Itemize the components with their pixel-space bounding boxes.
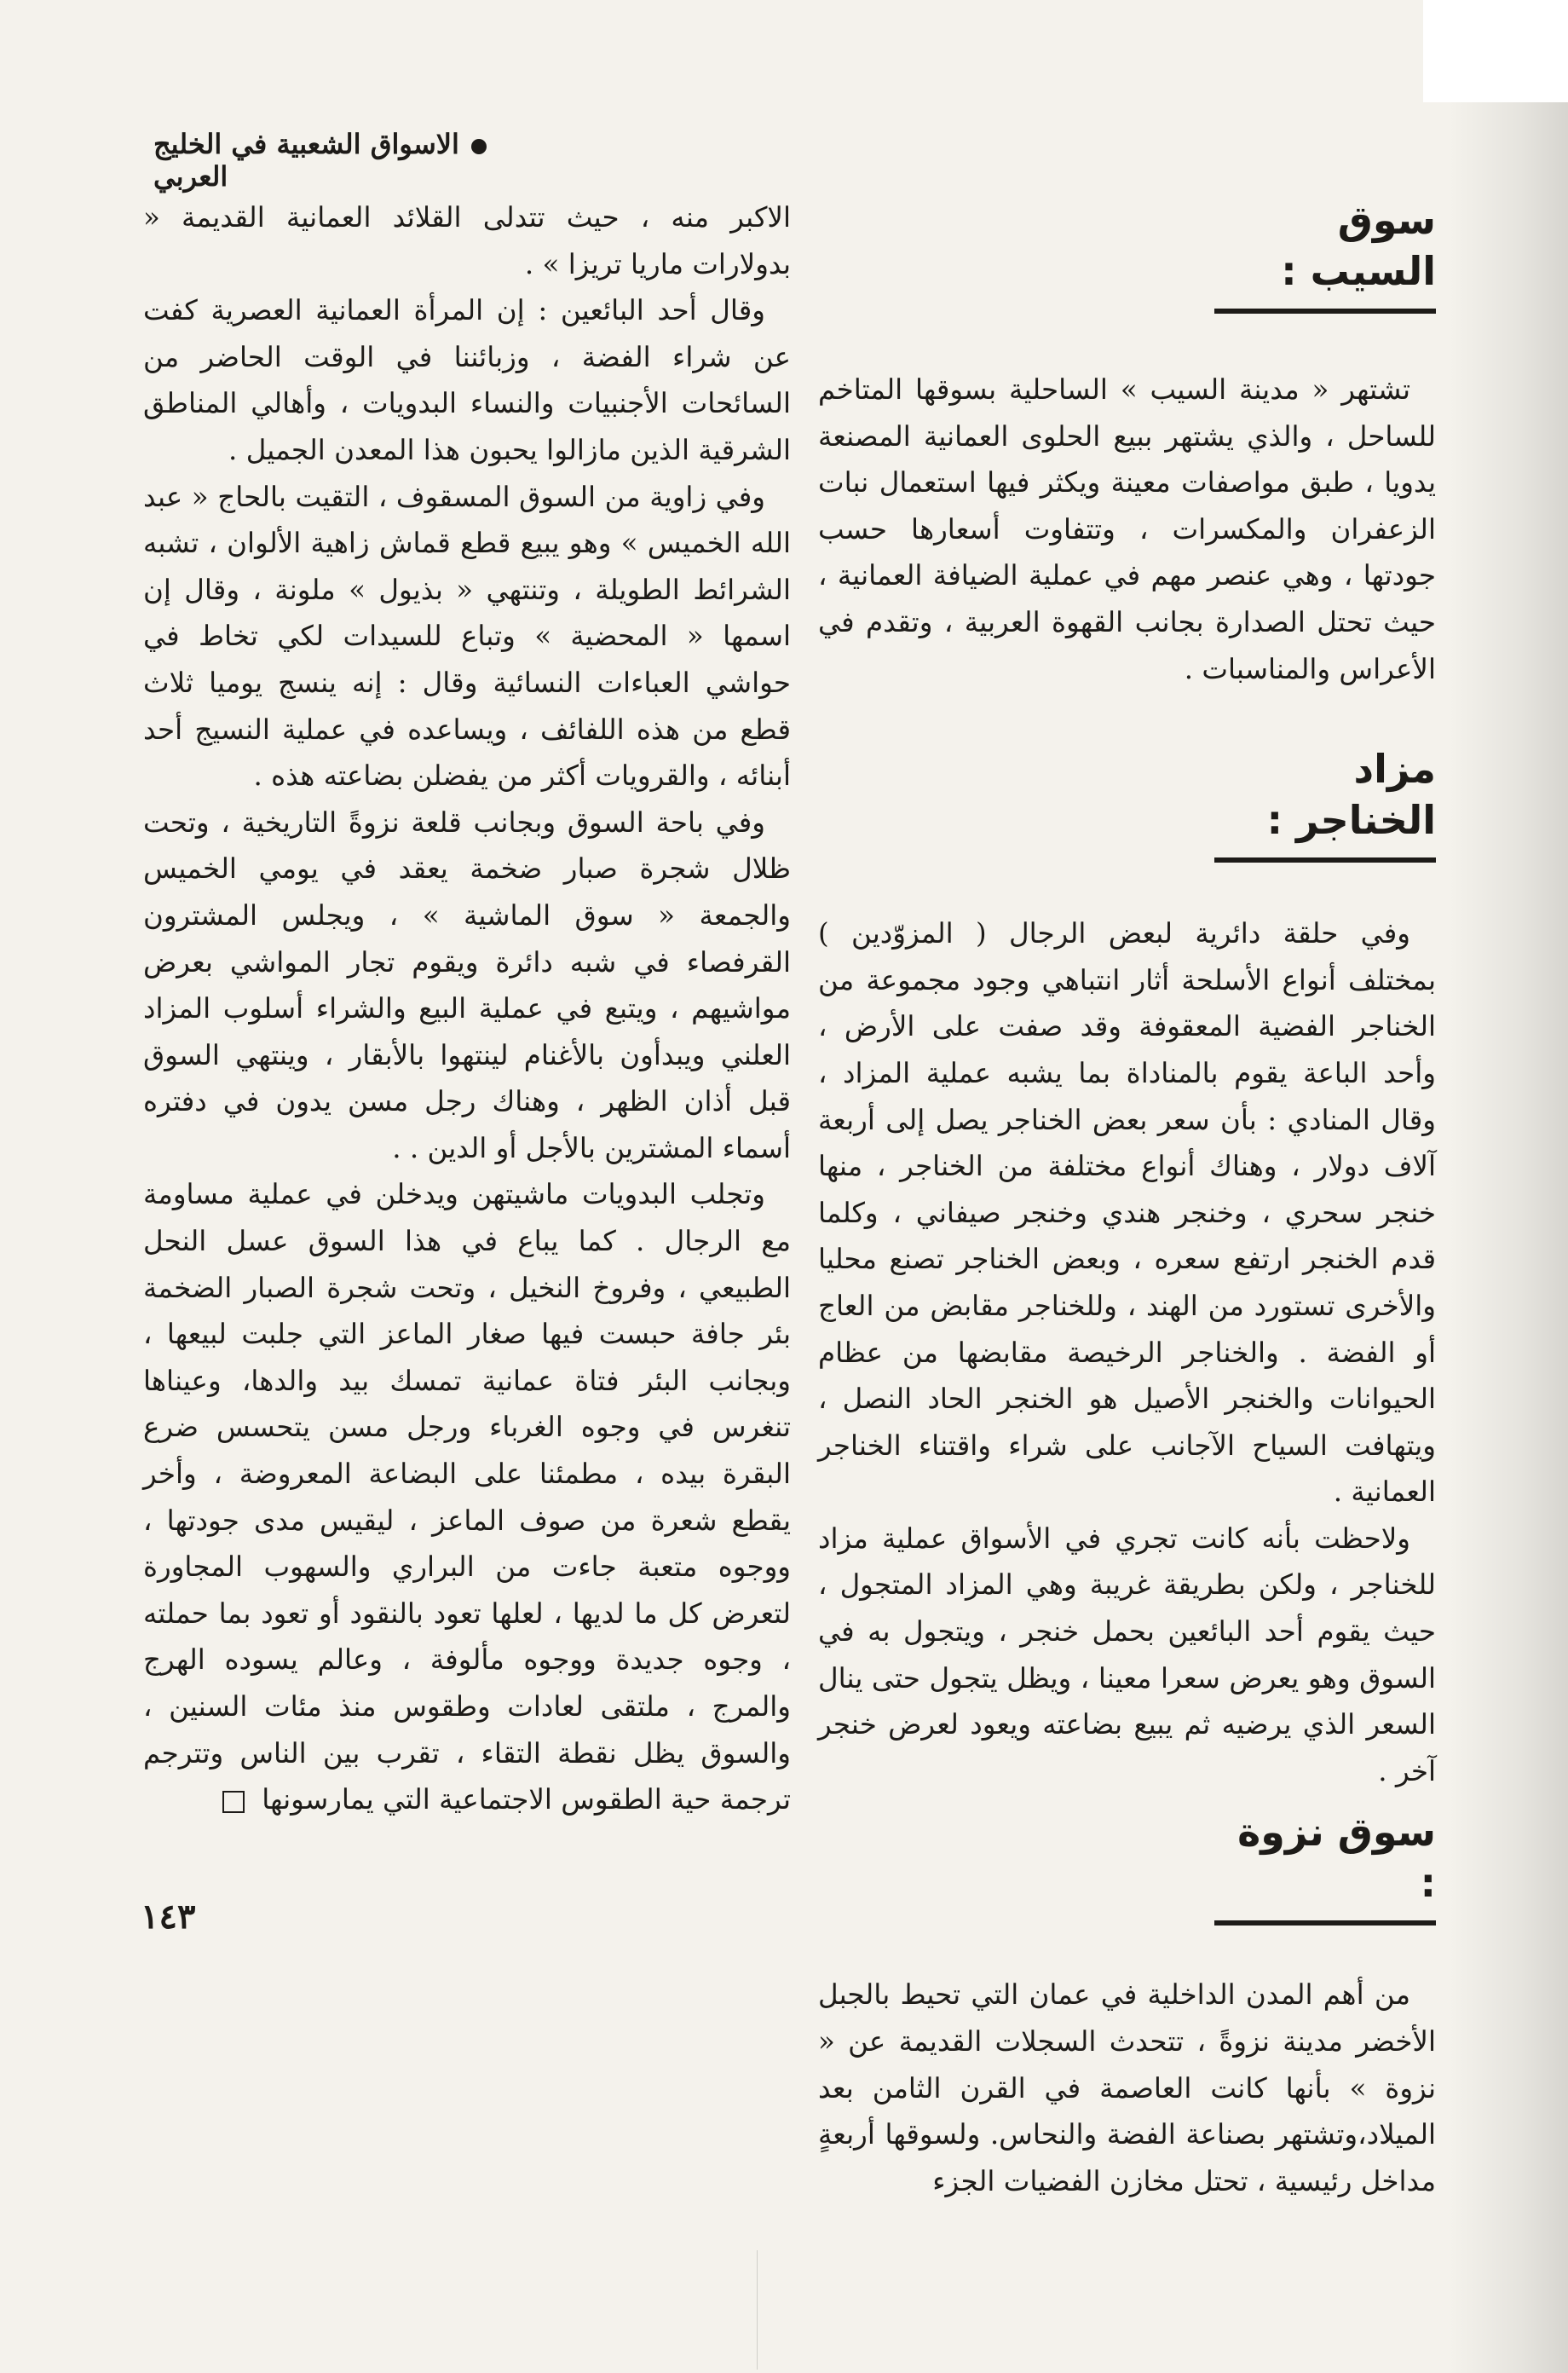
nizwa-paragraph-1: من أهم المدن الداخلية في عمان التي تحيط بالجبل الأخضر مدينة نزوةً ، تتحدث السجلات القديمة عن « نزوة » بأنها كانت العاصمة في القرن الثامن بعد الميلاد،وتشتهر بصناعة الفضة والنحاس. ولسوقها أربعةٍ مداخل رئيسية ، تحتل مخازن الفضيات الجزء (818, 1978, 1436, 2197)
end-of-article-icon (222, 1791, 245, 1813)
main-paragraph-3: وفي زاوية من السوق المسقوف ، التقيت بالحاج « عبد الله الخميس » وهو يبيع قطع قماش زاهية الألوان ، تشبه الشرائط الطويلة ، وتنتهي « بذيول » ملونة ، وقال إن اسمها « المحضية » وتباع للسيدات لكي تخاط في حواشي العباءات النسائية وقال : إنه ينسج يوميا ثلاث قطع من هذه اللفائف ، ويساعده في عملية النسيج أحد أبنائه ، والقرويات أكثر من يفضلن بضاعته هذه . (143, 480, 791, 793)
page-number: ١٤٣ (141, 1897, 196, 1937)
main-paragraph-1: الاكبر منه ، حيث تتدلى القلائد العمانية القديمة « بدولارات ماريا تريزا » . (143, 201, 791, 280)
main-paragraph-5 (143, 1171, 791, 1822)
khanajir-paragraph-2: ولاحظت بأنه كانت تجري في الأسواق عملية مزاد للخناجر ، ولكن بطريقة غريبة وهي المزاد المتجول ، حيث يقوم أحد البائعين بحمل خنجر ، ويتجول به في السوق وهو يعرض سعرا معينا ، ويظل يتجول حتى ينال السعر الذي يرضيه ثم يبيع بضاعته ويعود لعرض خنجر آخر . (818, 1521, 1436, 1787)
main-paragraph-2: وقال أحد البائعين : إن المرأة العمانية العصرية كفت عن شراء الفضة ، وزبائننا في الوقت الحاضر من السائحات الأجنبيات والنساء البدويات ، وأهالي المناطق الشرقية الذين مازالوا يحبون هذا المعدن الجميل . (143, 294, 791, 466)
running-header-text: الاسواق الشعبية في الخليج العربي (153, 128, 459, 193)
section-heading-khanajir: مزاد الخناجر : (1214, 743, 1436, 863)
main-paragraph-5-text: وتجلب البدويات ماشيتهن ويدخلن في عملية مساومة مع الرجال . كما يباع في هذا السوق عسل النحل الطبيعي ، وفروخ النخيل ، وتحت شجرة الصبار الضخمة بئر جافة حبست فيها صغار الماعز التي جلبت لبيعها ، وبجانب البئر فتاة عمانية تمسك بيد والدها، وعيناها تنغرس في وجوه الغرباء ورجل مسن يتحسس ضرع البقرة بيده ، مطمئنا على البضاعة المعروضة ، وأخر يقطع شعرة من صوف الماعز ، ليقيس مدى جودتها ، ووجوه متعبة جاءت من البراري والسهوب المجاورة لتعرض كل ما لديها ، لعلها تعود بالنقود أو تعود بما حملته ، وجوه جديدة ووجوه مألوفة ، وعالم يسوده الهرج والمرج ، ملتقى لعادات وطقوس منذ مئات السنين ، والسوق يظل نقطة التقاء ، تقرب بين الناس وتترجم ترجمة حية الطقوس الاجتماعية التي يمارسونها (143, 1178, 791, 1816)
section-heading-seeb: سوق السيب : (1214, 194, 1436, 314)
khanajir-paragraph-1: وفي حلقة دائرية لبعض الرجال ( المزوّدين ) بمختلف أنواع الأسلحة أثار انتباهي وجود مجموعة من الخناجر الفضية المعقوفة وقد صفت على الأرض ، وأحد الباعة يقوم بالمناداة بما يشبه عملية المزاد ، وقال المنادي : بأن سعر بعض الخناجر يصل إلى أربعة آلاف دولار ، وهناك أنواع مختلفة من الخناجر ، منها خنجر سحري ، وخنجر هندي وخنجر صيفاني ، وكلما قدم الخنجر ارتفع سعره ، وبعض الخناجر تصنع محليا والأخرى تستورد من الهند ، وللخناجر مقابض من العاج أو الفضة . والخناجر الرخيصة مقابضها من عظام الحيوانات والخنجر الأصيل هو الخنجر الحاد النصل ، ويتهافت السياح الآجانب على شراء واقتناء الخناجر العمانية . (818, 917, 1436, 1509)
right-column (818, 194, 1436, 2204)
main-paragraph-4: وفي باحة السوق وبجانب قلعة نزوةً التاريخية ، وتحت ظلال شجرة صبار ضخمة يعقد في يومي الخميس والجمعة « سوق الماشية » ، ويجلس المشترون القرفصاء في شبه دائرة ويقوم تجار المواشي بعرض مواشيهم ، ويتبع في عملية البيع والشراء أسلوب المزاد العلني ويبدأون بالأغنام لينتهوا بالأبقار ، وينتهي السوق قبل أذان الظهر ، وهناك رجل مسن يدون في دفتره أسماء المشترين بالأجل أو الدين . . (143, 805, 791, 1164)
section-heading-nizwa: سوق نزوة : (1214, 1806, 1436, 1926)
gutter-line (757, 2250, 758, 2370)
left-column (143, 194, 791, 1823)
bullet-icon (471, 139, 487, 154)
running-header (153, 128, 554, 193)
page-edge-corner (1423, 0, 1568, 102)
seeb-paragraph-1: تشتهر « مدينة السيب » الساحلية بسوقها المتاخم للساحل ، والذي يشتهر ببيع الحلوى العمانية المصنعة يدويا ، طبق مواصفات معينة ويكثر فيها استعمال نبات الزعفران والمكسرات ، وتتفاوت أسعارها حسب جودتها ، وهي عنصر مهم في عملية الضيافة العمانية ، حيث تحتل الصدارة بجانب القهوة العربية ، وتقدم في الأعراس والمناسبات . (818, 373, 1436, 685)
page-edge-shadow (1449, 51, 1568, 2373)
